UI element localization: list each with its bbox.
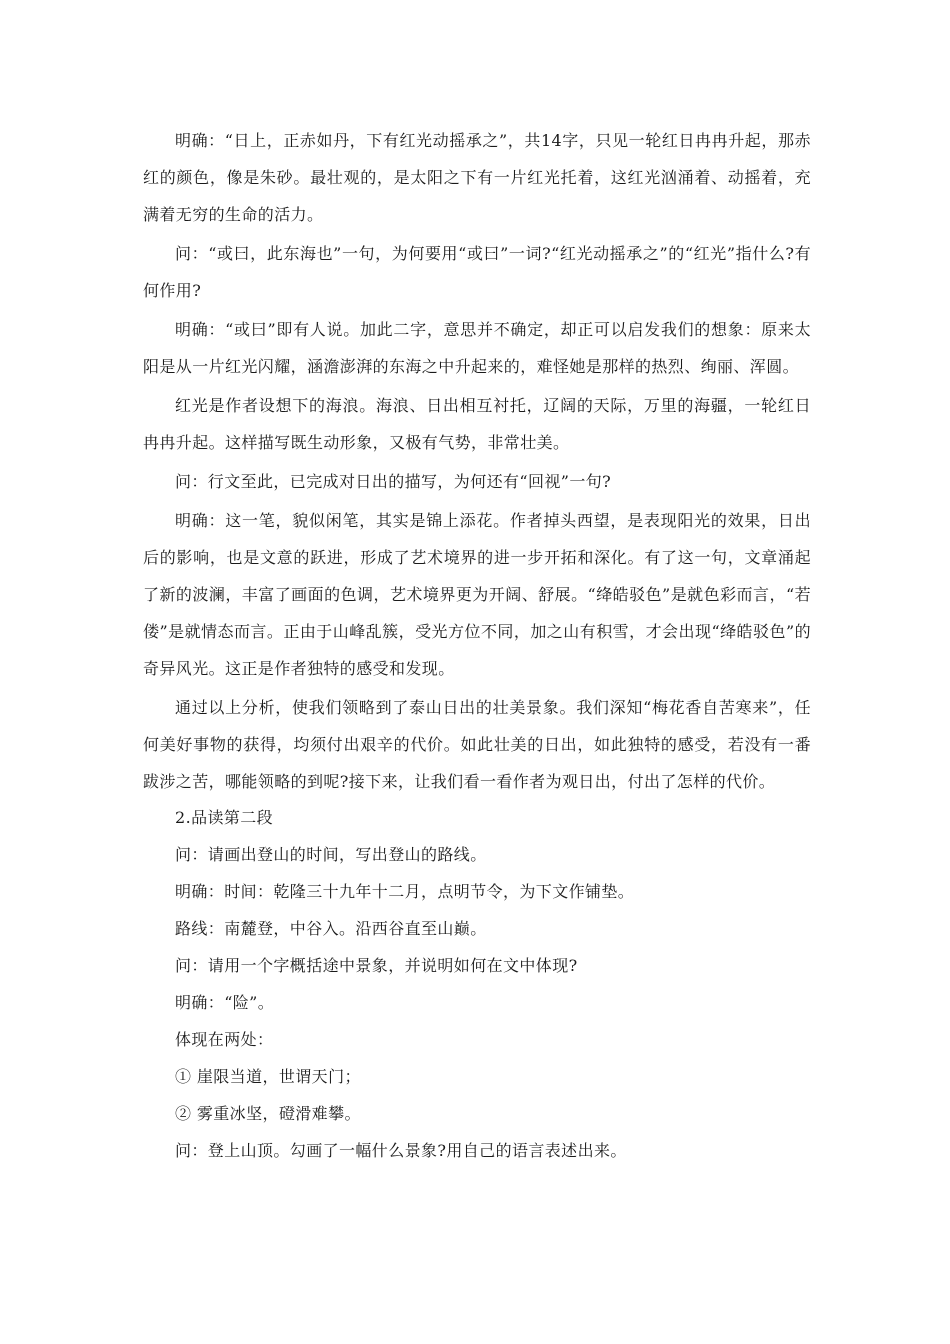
section-heading-second-paragraph: 2.品读第二段	[175, 808, 274, 827]
paragraph-clarification-time: 明确：时间：乾隆三十九年十二月，点明节令，为下文作铺垫。	[175, 882, 635, 901]
paragraph-clarification-huoyue: 明确：“或曰”即有人说。加此二字，意思并不确定，却正可以启发我们的想象：原来太阳是从一片红光闪耀，涵澹澎湃的东海之中升起来的，难怪她是那样的热烈、绚丽、浑圆。	[143, 320, 811, 376]
paragraph-route: 路线：南麓登，中谷入。沿西谷直至山巅。	[175, 919, 487, 938]
paragraph-red-light-waves: 红光是作者设想下的海浪。海浪、日出相互衬托，辽阔的天际，万里的海疆，一轮红日冉冉升起。这样描写既生动形象，又极有气势，非常壮美。	[143, 396, 811, 452]
paragraph-question-summit: 问：登上山顶。勾画了一幅什么景象?用自己的语言表述出来。	[175, 1141, 627, 1160]
paragraph-two-places: 体现在两处：	[175, 1030, 274, 1049]
document-body	[143, 122, 811, 1172]
paragraph-question-huoyue: 问：“或曰，此东海也”一句，为何要用“或曰”一词?“红光动摇承之”的“红光”指什么?有何作用?	[143, 244, 811, 300]
paragraph-question-huishi: 问：行文至此，已完成对日出的描写，为何还有“回视”一句?	[175, 472, 612, 491]
paragraph-question-one-word: 问：请用一个字概括途中景象，并说明如何在文中体现?	[175, 956, 578, 975]
paragraph-analysis-summary: 通过以上分析，使我们领略到了泰山日出的壮美景象。我们深知“梅花香自苦寒来”，任何美好事物的获得，均须付出艰辛的代价。如此壮美的日出，如此独特的感受，若没有一番跋涉之苦，哪能领略的到呢?接下来，让我们看一看作者为观日出，付出了怎样的代价。	[143, 698, 811, 791]
list-item-cliff: ① 崖限当道，世谓天门；	[175, 1067, 361, 1086]
paragraph-question-route: 问：请画出登山的时间，写出登山的路线。	[175, 845, 487, 864]
paragraph-clarification-sunrise: 明确：“日上，正赤如丹，下有红光动摇承之”，共14字，只见一轮红日冉冉升起，那赤红的颜色，像是朱砂。最壮观的，是太阳之下有一片红光托着，这红光汹涌着、动摇着，充满着无穷的生命的活力。	[143, 131, 811, 224]
paragraph-clarification-huishi: 明确：这一笔，貌似闲笔，其实是锦上添花。作者掉头西望，是表现阳光的效果，日出后的影响，也是文意的跃进，形成了艺术境界的进一步开拓和深化。有了这一句，文章涌起了新的波澜，丰富了画面的色调，艺术境界更为开阔、舒展。“绛皓驳色”是就色彩而言，“若偻”是就情态而言。正由于山峰乱簇，受光方位不同，加之山有积雪，才会出现“绛皓驳色”的奇异风光。这正是作者独特的感受和发现。	[143, 511, 811, 678]
list-item-fog-ice: ② 雾重冰坚，磴滑难攀。	[175, 1104, 361, 1123]
paragraph-clarification-danger: 明确：“险”。	[175, 993, 275, 1012]
